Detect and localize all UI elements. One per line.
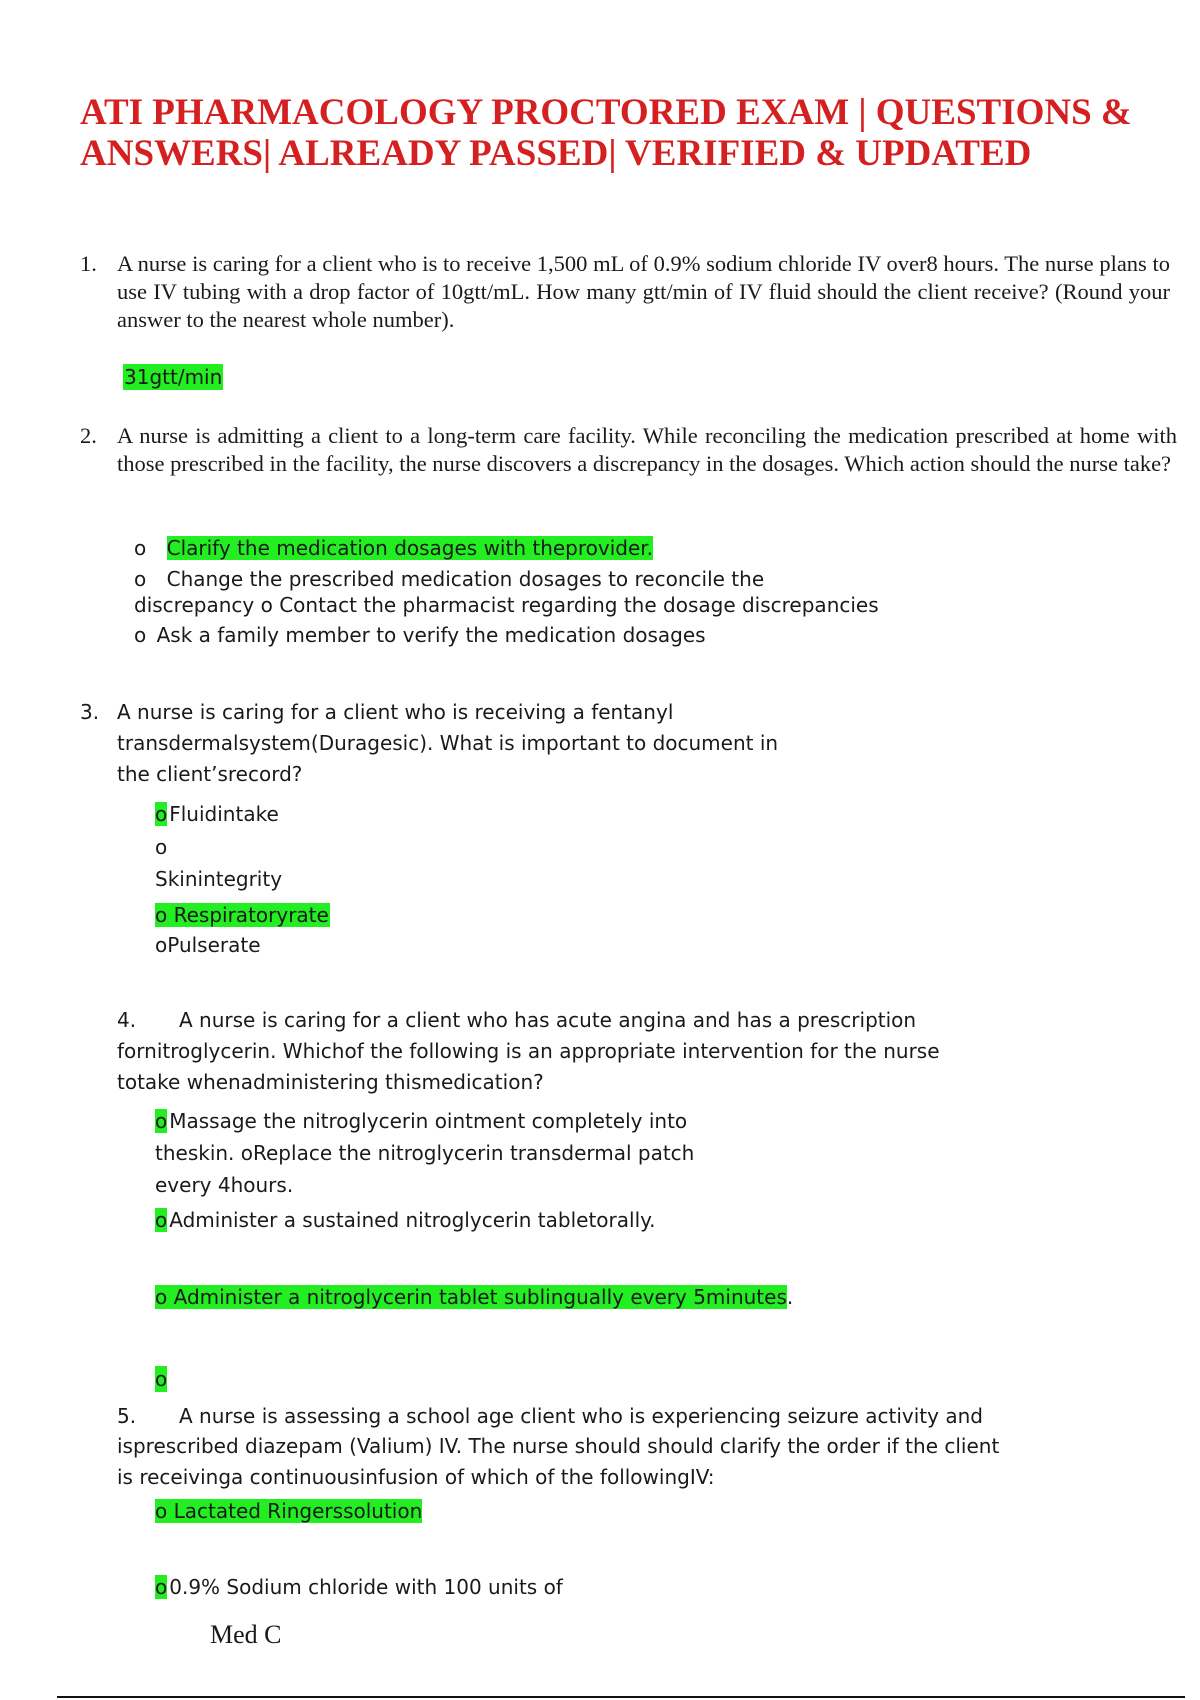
question-4-number: 4. — [117, 1008, 137, 1032]
bullet-icon: o — [155, 1367, 168, 1391]
q4-option-a-line-2: theskin. oReplace the nitroglycerin transdermal patch — [155, 1141, 695, 1165]
q3-option-c-highlight — [155, 903, 330, 927]
q4-option-c — [155, 1284, 793, 1310]
bullet-icon: o — [155, 1575, 168, 1599]
question-4-line-1: A nurse is caring for a client who has acute angina and has a prescription — [179, 1008, 917, 1032]
question-5-line-2: isprescribed diazepam (Valium) IV. The nurse should should clarify the order if the client — [117, 1434, 1000, 1458]
question-3-line-2: transdermalsystem(Duragesic). What is important to document in — [117, 731, 779, 755]
q2-option-d — [134, 622, 706, 648]
q3-option-d-text: oPulserate — [155, 933, 261, 957]
q3-option-a-text: Fluidintake — [169, 802, 279, 826]
q3-option-a — [155, 801, 279, 827]
q3-option-b-text: Skinintegrity — [155, 867, 283, 891]
question-1-text: A nurse is caring for a client who is to receive 1,500 mL of 0.9% sodium chloride IV over8 hours. The nurse plans to use IV tubing with a drop factor of 10gtt/mL. How many gtt/min of IV fluid should the client receive? (Round your answer to the nearest whole number). — [117, 251, 1170, 332]
question-1-number: 1. — [80, 251, 97, 276]
q5-option-a-highlight — [155, 1499, 422, 1523]
q2-option-d-text: Ask a family member to verify the medication dosages — [156, 623, 706, 647]
bullet-icon: o — [155, 1499, 168, 1523]
q5-option-b — [155, 1574, 563, 1600]
footer-text: Med C — [210, 1620, 282, 1649]
q4-option-b — [155, 1207, 655, 1233]
question-4-line-3: totake whenadministering thismedication? — [117, 1070, 544, 1094]
q2-option-b — [134, 566, 764, 592]
question-5-line-3: is receivinga continuousinfusion of which of the followingIV: — [117, 1465, 715, 1489]
q5-option-b-text: 0.9% Sodium chloride with 100 units of — [169, 1575, 563, 1599]
q2-option-c-text: Contact the pharmacist regarding the dosage discrepancies — [279, 593, 879, 617]
bullet-icon: o — [134, 567, 147, 591]
bullet-icon: o — [155, 903, 168, 927]
q2-option-a — [134, 535, 653, 561]
q4-option-b-text: Administer a sustained nitroglycerin tabletorally. — [169, 1208, 656, 1232]
page-divider — [57, 1696, 1185, 1698]
q2-option-b-text: Change the prescribed medication dosages to reconcile the — [166, 567, 765, 591]
bullet-icon: o — [155, 802, 168, 826]
q4-option-a-line-1: Massage the nitroglycerin ointment completely into — [169, 1109, 688, 1133]
bullet-icon: o — [155, 1285, 168, 1309]
question-3-line-1: A nurse is caring for a client who is receiving a fentanyl — [117, 700, 674, 724]
question-5-number: 5. — [117, 1404, 137, 1428]
q5-option-a-text: Lactated Ringerssolution — [173, 1499, 423, 1523]
question-2-number: 2. — [80, 423, 97, 448]
q3-option-c-text: Respiratoryrate — [173, 903, 329, 927]
bullet-icon: o — [134, 623, 147, 647]
q4-option-c-text: Administer a nitroglycerin tablet sublingually every 5minutes — [173, 1285, 787, 1309]
bullet-icon: o — [155, 1109, 168, 1133]
bullet-icon: o — [155, 835, 168, 859]
q4-option-c-period: . — [786, 1285, 794, 1309]
q4-option-a — [155, 1108, 687, 1134]
q2-option-a-text: Clarify the medication dosages with theprovider. — [166, 536, 654, 560]
q5-option-a — [155, 1498, 422, 1524]
q4-option-a-line-3: every 4hours. — [155, 1173, 294, 1197]
question-1-answer: 31gtt/min — [124, 365, 223, 389]
document-title: ATI PHARMACOLOGY PROCTORED EXAM | QUESTIONS & ANSWERS| ALREADY PASSED| VERIFIED & UPDATED — [80, 92, 1132, 174]
question-3-line-3: the client’srecord? — [117, 762, 303, 786]
bullet-icon: o — [134, 536, 147, 560]
question-4-line-2: fornitroglycerin. Whichof the following is an appropriate intervention for the nurse — [117, 1039, 940, 1063]
question-3-number: 3. — [80, 700, 100, 724]
q2-option-b-c-line — [134, 592, 879, 618]
q4-option-c-highlight — [155, 1285, 787, 1309]
q3-option-c — [155, 902, 330, 928]
q2-option-b-cont: discrepancy — [134, 593, 255, 617]
question-2-text: A nurse is admitting a client to a long-term care facility. While reconciling the medication prescribed at home with those prescribed in the facility, the nurse discovers a discrepancy in the dosages. Which action should the nurse take? — [117, 423, 1177, 476]
question-5-line-1: A nurse is assessing a school age client who is experiencing seizure activity and — [179, 1404, 983, 1428]
bullet-icon: o — [260, 593, 273, 617]
bullet-icon: o — [155, 1208, 168, 1232]
